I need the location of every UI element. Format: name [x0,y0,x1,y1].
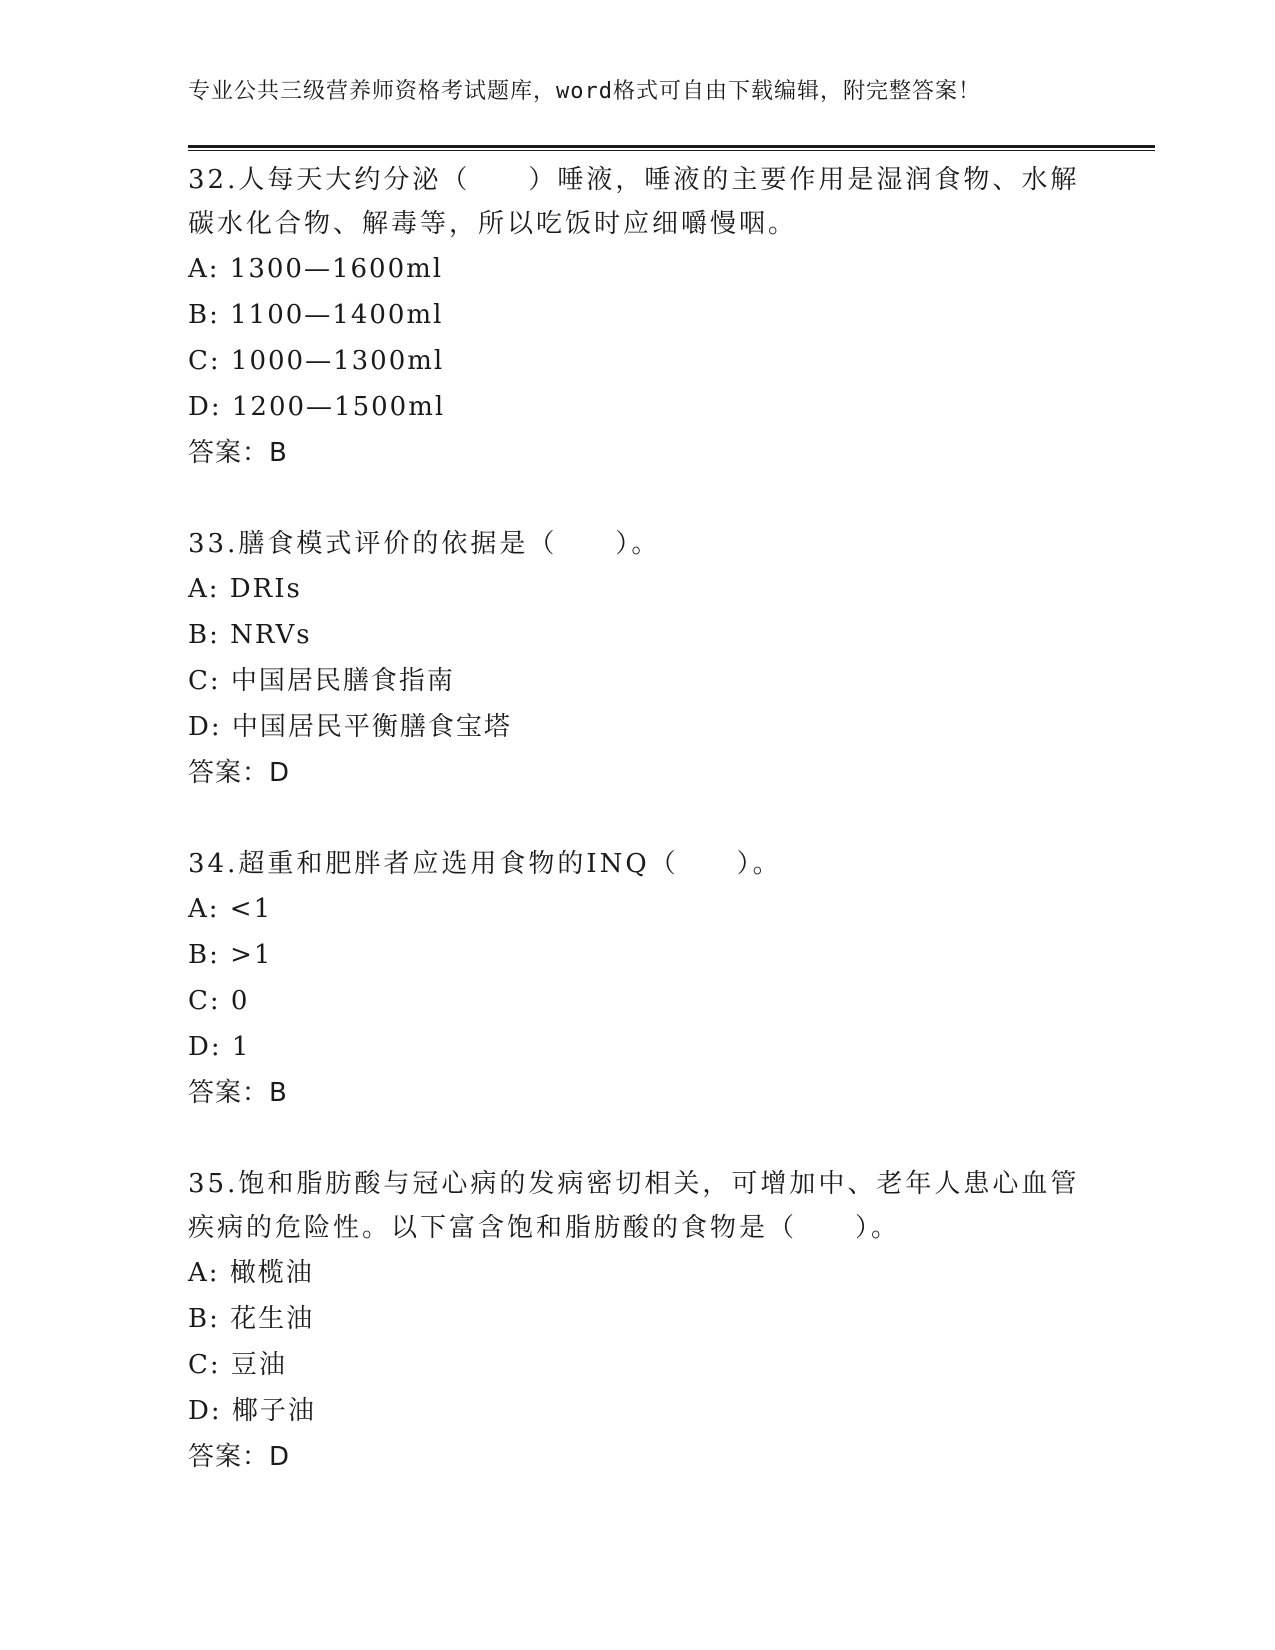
option-c: C: 1000—1300ml [188,346,445,376]
header-rule-thick [188,145,1155,148]
option-d: D: 1200—1500ml [188,392,446,422]
question-32 [188,158,1088,476]
answer: 答案：D [188,758,291,788]
answer: 答案：B [188,1078,288,1108]
option-c: C: 豆油 [188,1350,287,1380]
option-a: A: 1300—1600ml [188,254,444,284]
option-a: A: DRIs [188,574,302,604]
question-34 [188,842,1088,1116]
option-b: B: NRVs [188,620,312,650]
option-c: C: 中国居民膳食指南 [188,666,455,696]
option-a: A: <1 [188,894,273,924]
question-stem: 33.膳食模式评价的依据是（ ）。 [188,529,661,559]
answer: 答案：B [188,438,288,468]
question-list [188,158,1088,1526]
question-stem: 32.人每天大约分泌（ ）唾液，唾液的主要作用是湿润食物、水解碳水化合物、解毒等，所以吃饭时应细嚼慢咽。 [188,165,1080,239]
question-33 [188,522,1088,796]
option-d: D: 1 [188,1032,251,1062]
answer: 答案：D [188,1442,291,1472]
option-b: B: 花生油 [188,1304,315,1334]
option-d: D: 中国居民平衡膳食宝塔 [188,712,512,742]
question-stem: 34.超重和肥胖者应选用食物的INQ（ ）。 [188,849,782,879]
question-stem: 35.饱和脂肪酸与冠心病的发病密切相关，可增加中、老年人患心血管疾病的危险性。以下富含饱和脂肪酸的食物是（ ）。 [188,1169,1080,1243]
header-rule-thin [188,150,1155,151]
option-b: B: >1 [188,940,273,970]
page-header: 专业公共三级营养师资格考试题库，word格式可自由下载编辑，附完整答案！ [188,79,981,104]
option-c: C: 0 [188,986,250,1016]
option-a: A: 橄榄油 [188,1258,314,1288]
question-35 [188,1162,1088,1480]
option-b: B: 1100—1400ml [188,300,444,330]
option-d: D: 椰子油 [188,1396,316,1426]
